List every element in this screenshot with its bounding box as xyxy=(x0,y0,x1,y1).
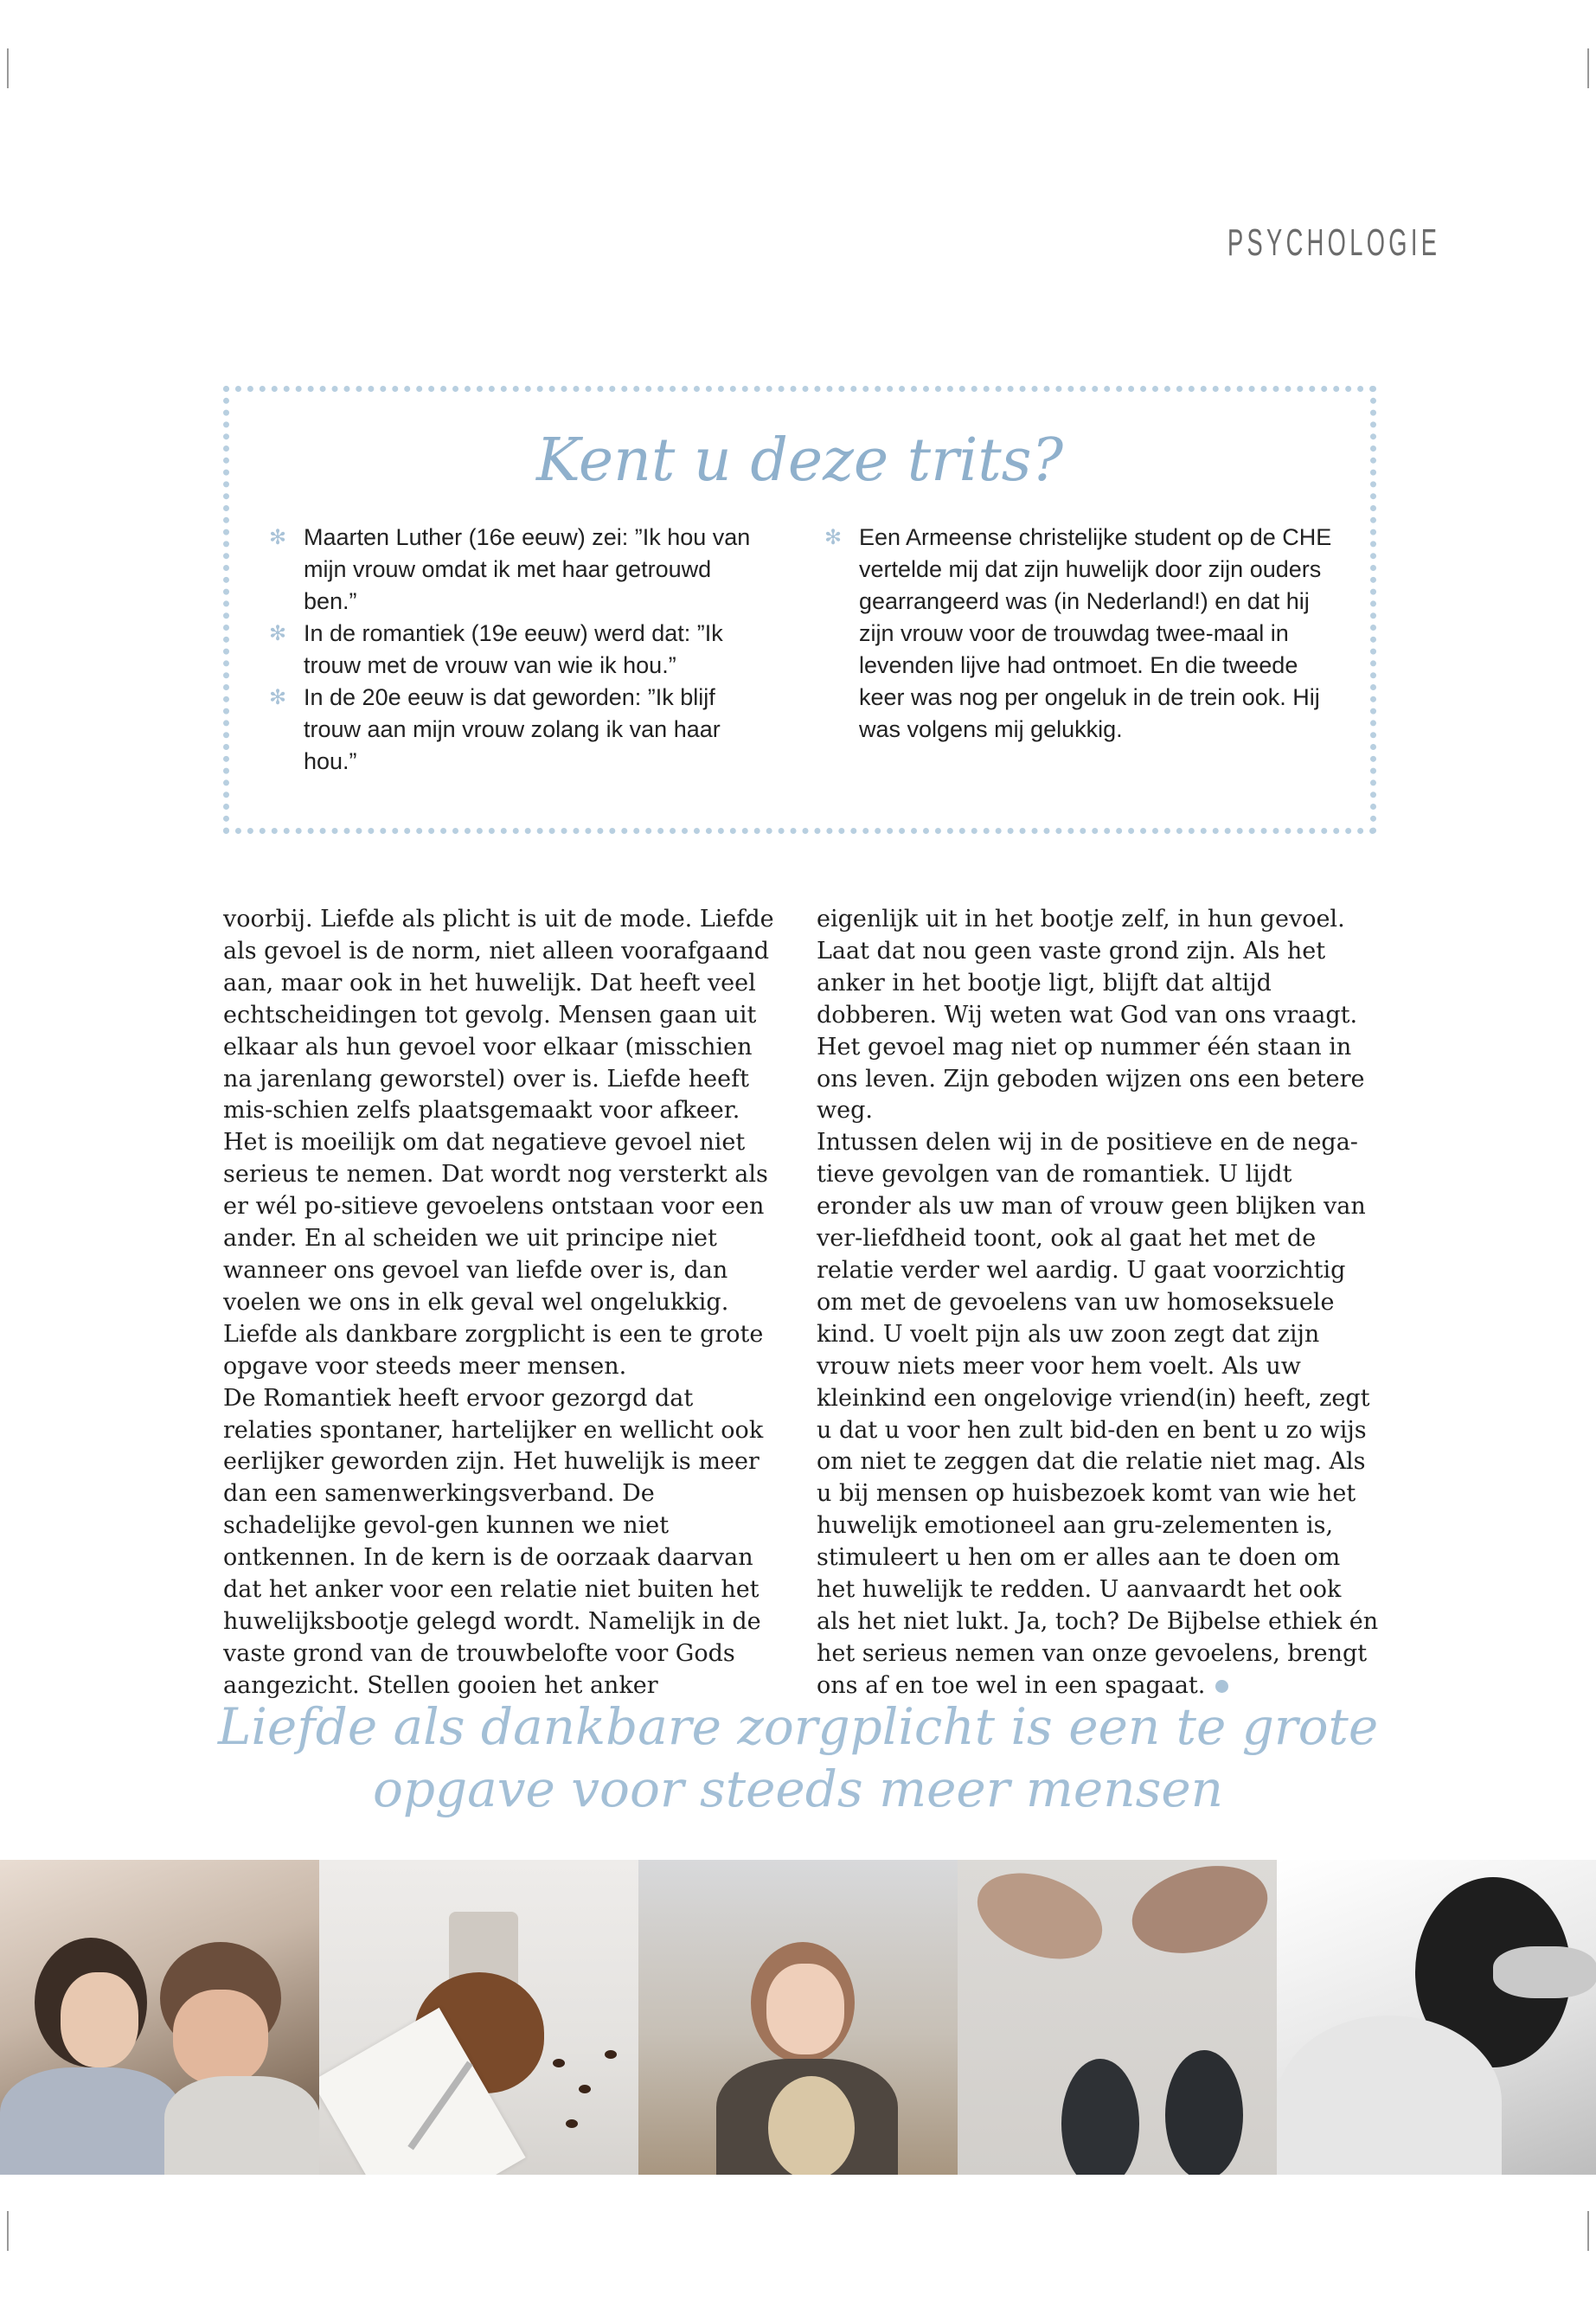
article-paragraph: voorbij. Liefde als plicht is uit de mode. Liefde als gevoel is de norm, niet alleen voorafgaand aan, maar ook in het huwelijk. Dat heeft veel echtscheidingen tot gevolg. Mensen gaan uit elkaar als hun gevoel voor elkaar (misschien na jarenlang geworstel) over is. Liefde heeft mis-schien zelfs plaatsgemaakt voor afkeer. Het is moeilijk om dat negatieve gevoel niet serieus te nemen. Dat wordt nog versterkt als er wél po-sitieve gevoelens ontstaan voor een ander. En al scheiden we uit principe niet wanneer ons gevoel van liefde over is, dan voelen we ons in elk geval wel ongelukkig. Liefde als dankbare zorgplicht is een te grote opgave voor steeds meer mensen. xyxy=(223,906,774,1380)
list-item: ✻ In de romantiek (19e eeuw) werd dat: ”Ik trouw met de vrouw van wie ik hou.” xyxy=(262,618,764,682)
info-box-left-column xyxy=(262,522,764,778)
list-item: ✻ Maarten Luther (16e eeuw) zei: ”Ik hou van mijn vrouw omdat ik met haar getrouwd ben.” xyxy=(262,522,764,618)
section-label: PSYCHOLOGIE xyxy=(1227,221,1440,264)
asterisk-bullet-icon: ✻ xyxy=(269,622,287,645)
article-paragraph: De Romantiek heeft ervoor gezorgd dat relaties spontaner, hartelijker en wellicht ook eerlijker geworden zijn. Het huwelijk is meer dan een samenwerkingsverband. De schadelijke gevol-gen kunnen we niet ontkennen. In de kern is de oorzaak daarvan dat het anker voor een relatie niet buiten het huwelijksbootje gelegd wordt. Namelijk in de vaste grond van de trouwbelofte voor Gods aangezicht. Stellen gooien het anker xyxy=(223,1384,764,1699)
embrace-black-white-photo xyxy=(1277,1860,1596,2175)
crop-mark-bottom-right xyxy=(1587,2211,1589,2251)
crop-mark-top-right xyxy=(1587,48,1589,88)
laughing-couple-photo xyxy=(0,1860,319,2175)
pull-quote-line-2: opgave voor steeds meer mensen xyxy=(372,1759,1224,1818)
info-box-title: Kent u deze trits? xyxy=(535,426,1064,495)
info-box xyxy=(223,386,1376,834)
pull-quote xyxy=(173,1695,1423,1820)
list-item: ✻ Een Armeense christelijke student op de CHE vertelde mij dat zijn huwelijk door zijn ouders gearrangeerd was (in Nederland!) en dat hij zijn vrouw voor de trouwdag twee-maal in levenden lijve had ontmoet. En die tweede keer was nog per ongeluk in de trein ook. Hij was volgens mij gelukkig. xyxy=(817,522,1336,746)
info-box-right-column xyxy=(817,522,1336,746)
article-paragraph: eigenlijk uit in het bootje zelf, in hun gevoel. Laat dat nou geen vaste grond zijn. Als het anker in het bootje ligt, blijft dat altijd dobberen. Wij weten wat God van ons vraagt. Het gevoel mag niet op nummer één staan in ons leven. Zijn geboden wijzen ons een betere weg. xyxy=(817,906,1365,1125)
article-column-right xyxy=(817,904,1379,1702)
asterisk-bullet-icon: ✻ xyxy=(269,686,287,709)
article-column-left xyxy=(223,904,777,1702)
crop-mark-bottom-left xyxy=(7,2211,9,2251)
shoes-from-above-photo xyxy=(958,1860,1277,2175)
article-paragraph-last: Intussen delen wij in de positieve en de nega-tieve gevolgen van de romantiek. U lijdt eronder als uw man of vrouw geen blijken van ver-liefdheid toont, ook al gaat het met de relatie verder wel aardig. U gaat voorzichtig om met de gevoelens van uw homoseksuele kind. U voelt pijn als uw zoon zegt dat zijn vrouw niets meer voor hem voelt. Als uw kleinkind een ongelovige vriend(in) heeft, zegt u dat u voor hen zult bid-den en bent u zo wijs om niet te zeggen dat die relatie niet mag. Als u bij mensen op huisbezoek komt van wie het huwelijk emotioneel aan gru-zelementen is, stimuleert u hen om er alles aan te doen om het huwelijk te redden. U aanvaardt het ook als het niet lukt. Ja, toch? De Bijbelse ethiek én het serieus nemen van onze gevoelens, brengt ons af en toe wel in een spagaat. xyxy=(817,1129,1379,1699)
photo-strip xyxy=(0,1860,1596,2175)
coffee-notebook-photo xyxy=(319,1860,638,2175)
asterisk-bullet-icon: ✻ xyxy=(824,526,843,549)
list-item: ✻ In de 20e eeuw is dat geworden: ”Ik blijf trouw aan mijn vrouw zolang ik van haar hou.” xyxy=(262,682,764,778)
smiling-woman-field-photo xyxy=(638,1860,958,2175)
pull-quote-line-1: Liefde als dankbare zorgplicht is een te grote xyxy=(217,1697,1379,1756)
asterisk-bullet-icon: ✻ xyxy=(269,526,287,549)
crop-mark-top-left xyxy=(7,48,9,88)
end-mark-icon xyxy=(1215,1680,1228,1693)
